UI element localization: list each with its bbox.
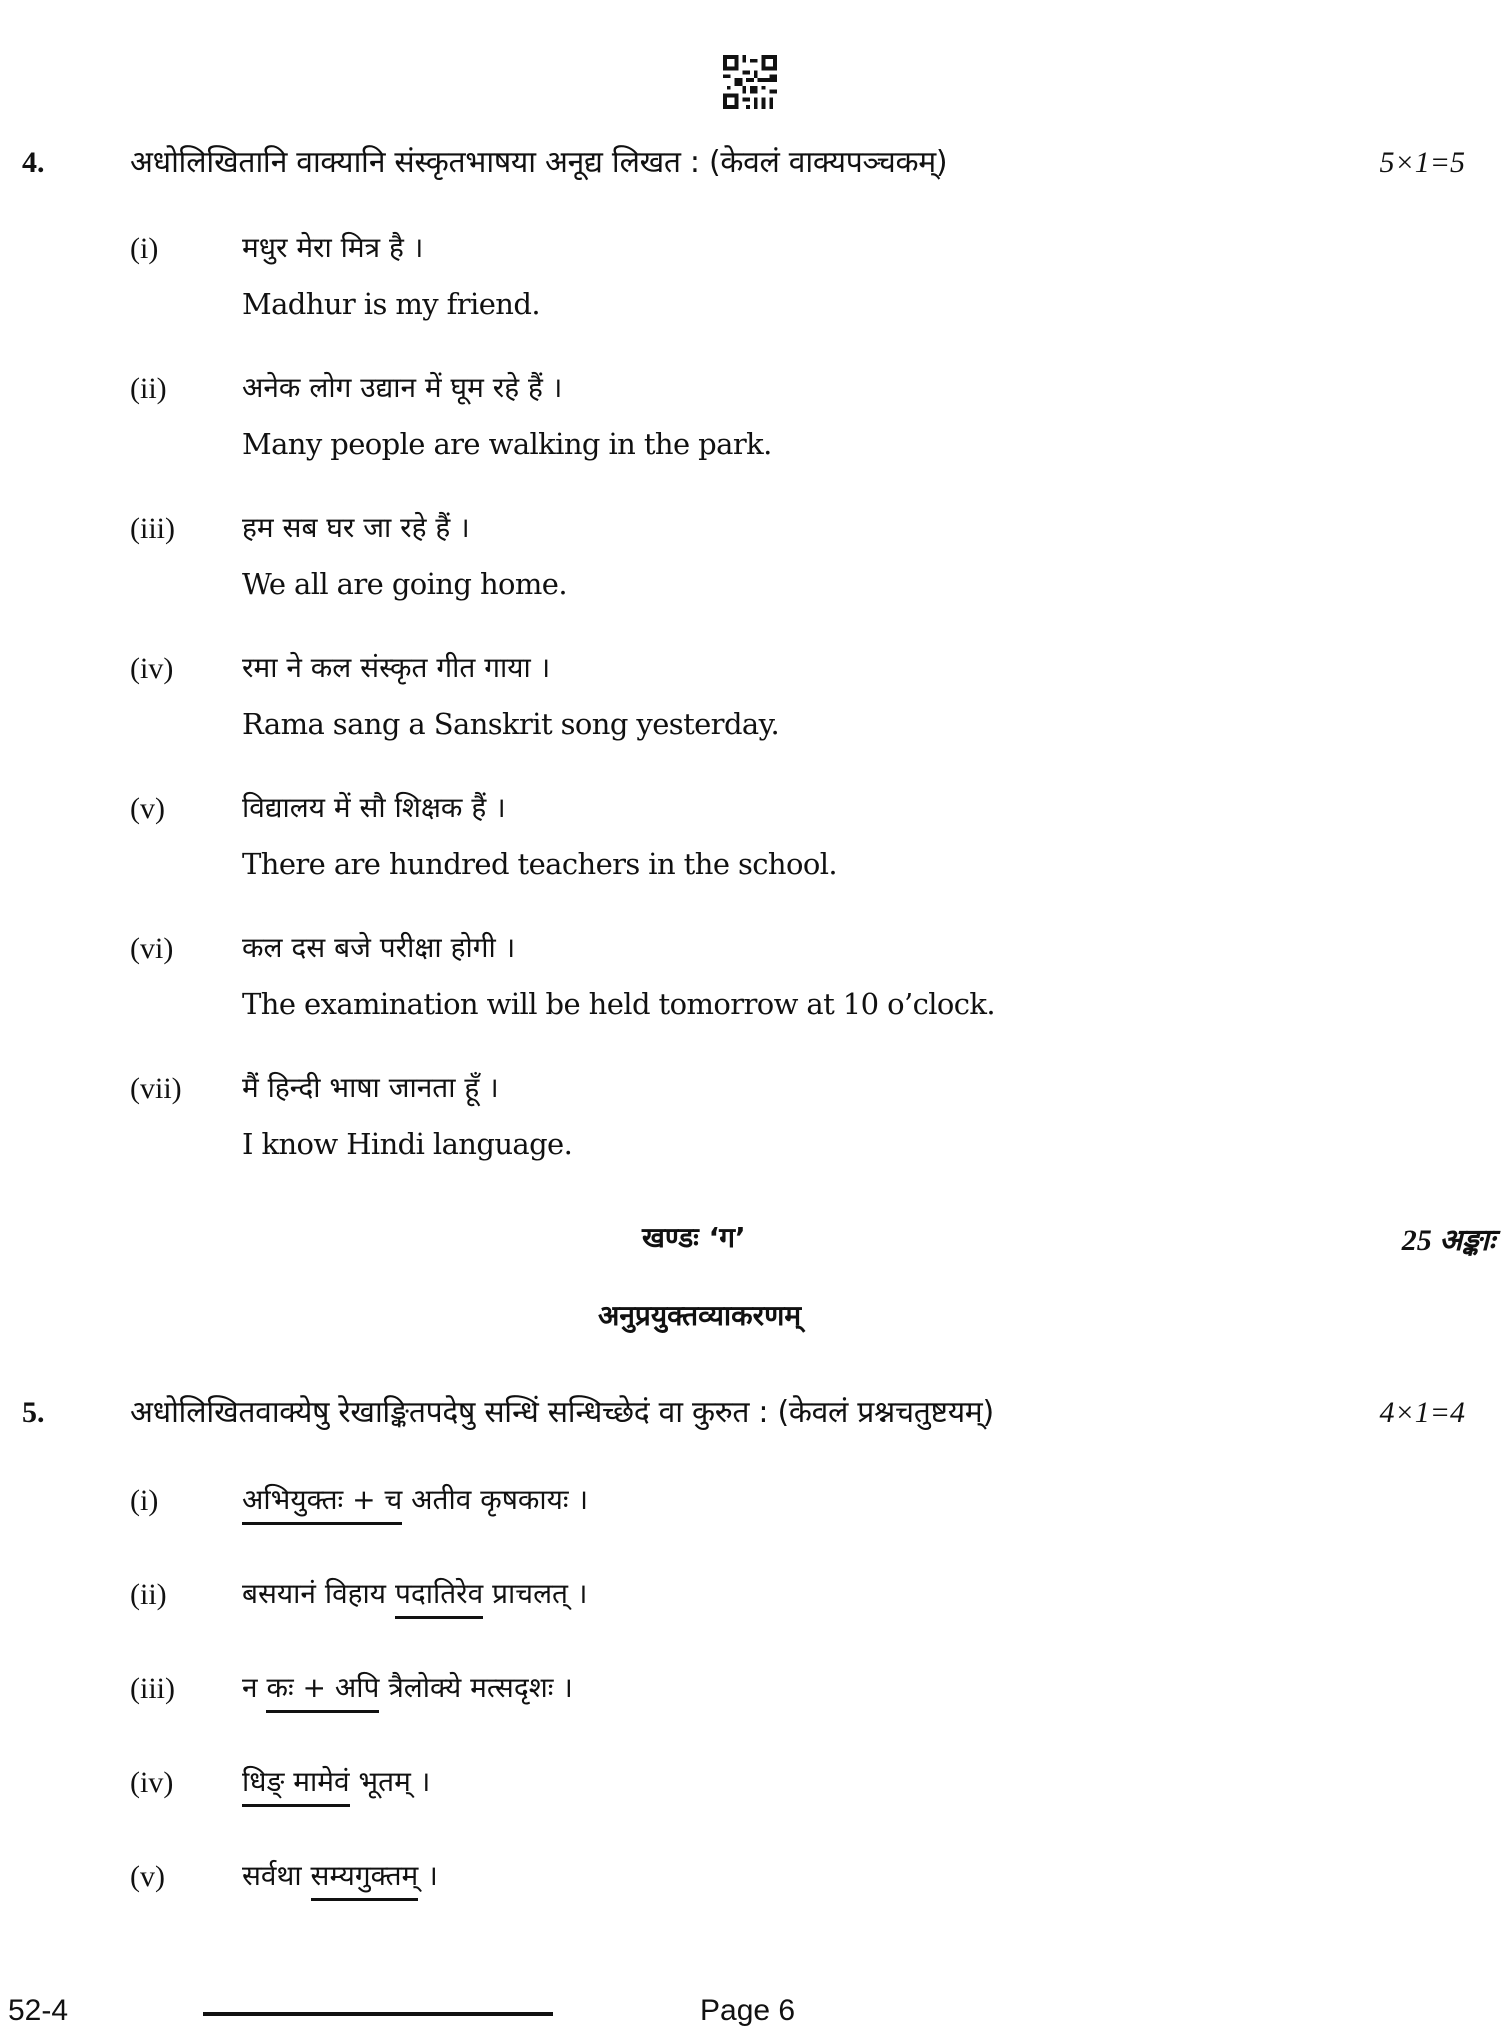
underlined-word: धिङ् मामेवं <box>242 1765 350 1807</box>
sandhi-sentence: धिङ् मामेवं भूतम् । <box>242 1762 430 1800</box>
footer-divider <box>203 2012 553 2016</box>
item-label: (vi) <box>130 932 174 965</box>
item-label: (iv) <box>130 652 174 685</box>
hindi-sentence: विद्यालय में सौ शिक्षक हैं । <box>242 791 506 824</box>
sandhi-sentence: न कः + अपि त्रैलोक्ये मत्सदृशः । <box>242 1668 573 1706</box>
question-5-instruction: अधोलिखितवाक्येषु रेखाङ्कितपदेषु सन्धिं सन्धिच्छेदं वा कुरुत : (केवलं प्रश्नचतुष्टयम्) <box>130 1395 994 1430</box>
question-5-number: 5. <box>22 1396 45 1429</box>
item-label: (iv) <box>130 1766 174 1799</box>
english-sentence: I know Hindi language. <box>242 1127 573 1161</box>
item-label: (v) <box>130 792 165 825</box>
english-sentence: Madhur is my friend. <box>242 287 540 321</box>
item-label: (i) <box>130 232 159 265</box>
question-4-number: 4. <box>22 146 45 179</box>
underlined-word: सम्यगुक्तम् <box>311 1859 419 1901</box>
paper-code: 52-4 <box>8 1994 69 2027</box>
sandhi-sentence: बसयानं विहाय पदातिरेव प्राचलत् । <box>242 1574 588 1612</box>
section-marks: 25 अङ्काः <box>1401 1224 1495 1257</box>
item-label: (iii) <box>130 512 175 545</box>
qr-code-icon <box>722 55 778 109</box>
item-label: (i) <box>130 1484 159 1517</box>
sandhi-sentence: अभियुक्तः + च अतीव कृषकायः । <box>242 1480 588 1518</box>
hindi-sentence: कल दस बजे परीक्षा होगी । <box>242 931 516 964</box>
english-sentence: We all are going home. <box>242 567 567 601</box>
sandhi-sentence: सर्वथा सम्यगुक्तम् । <box>242 1856 438 1894</box>
hindi-sentence: रमा ने कल संस्कृत गीत गाया । <box>242 651 551 684</box>
question-4-marks: 5×1=5 <box>1379 146 1465 179</box>
question-5-marks: 4×1=4 <box>1379 1396 1465 1429</box>
section-subtitle: अनुप्रयुक्तव्याकरणम् <box>598 1299 802 1332</box>
page-number: Page 6 <box>700 1994 796 2027</box>
item-label: (ii) <box>130 372 167 405</box>
question-4-instruction: अधोलिखितानि वाक्यानि संस्कृतभाषया अनूद्य लिखत : (केवलं वाक्यपञ्चकम्) <box>130 145 948 180</box>
english-sentence: Many people are walking in the park. <box>242 427 772 461</box>
section-title: खण्डः ‘ग’ <box>642 1221 746 1254</box>
underlined-word: कः + अपि <box>266 1671 379 1713</box>
hindi-sentence: हम सब घर जा रहे हैं । <box>242 511 470 544</box>
item-label: (v) <box>130 1860 165 1893</box>
item-label: (iii) <box>130 1672 175 1705</box>
hindi-sentence: मधुर मेरा मित्र है । <box>242 231 424 264</box>
item-label: (ii) <box>130 1578 167 1611</box>
english-sentence: The examination will be held tomorrow at 10 o’clock. <box>242 987 996 1021</box>
underlined-word: अभियुक्तः + च <box>242 1483 402 1525</box>
hindi-sentence: मैं हिन्दी भाषा जानता हूँ । <box>242 1071 499 1104</box>
item-label: (vii) <box>130 1072 182 1105</box>
english-sentence: Rama sang a Sanskrit song yesterday. <box>242 707 780 741</box>
hindi-sentence: अनेक लोग उद्यान में घूम रहे हैं । <box>242 371 563 404</box>
english-sentence: There are hundred teachers in the school. <box>242 847 838 881</box>
underlined-word: पदातिरेव <box>395 1577 483 1619</box>
